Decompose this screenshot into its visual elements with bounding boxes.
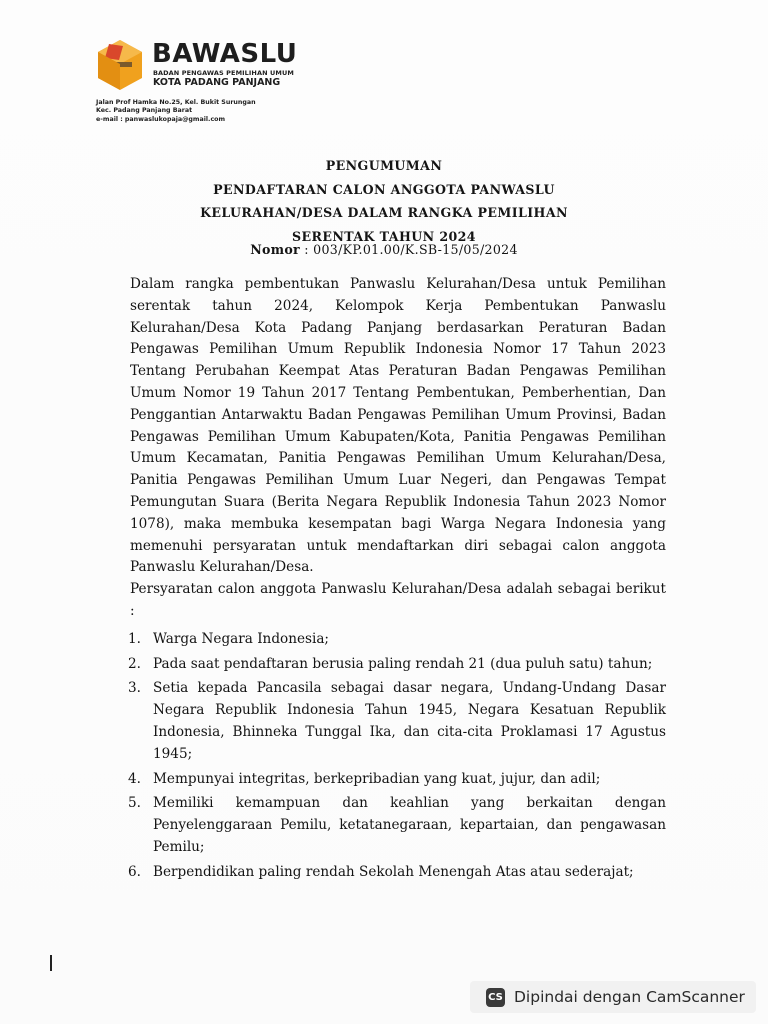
- address-line-1: Jalan Prof Hamka No.25, Kel. Bukit Surungan: [96, 99, 256, 106]
- camscanner-badge: [470, 981, 756, 1013]
- item-number: 6.: [128, 863, 141, 880]
- address-block: [96, 99, 256, 124]
- heading-line-4: SERENTAK TAHUN 2024: [292, 228, 476, 244]
- list-item: [130, 629, 666, 651]
- intro-paragraph: Dalam rangka pembentukan Panwaslu Kelurahan/Desa untuk Pemilihan serentak tahun 2024, Kelompok Kerja Pembentukan Panwaslu Kelurahan/Desa Kota Padang Panjang berdasarkan Peraturan Badan Pengawas Pemilihan Umum Republik Indonesia Nomor 17 Tahun 2023 Tentang Perubahan Keempat Atas Peraturan Badan Pengawas Pemilihan Umum Nomor 19 Tahun 2017 Tentang Pembentukan, Pemberhentian, Dan Penggantian Antarwaktu Badan Pengawas Pemilihan Umum Provinsi, Badan Pengawas Pemilihan Umum Kabupaten/Kota, Panitia Pengawas Pemilihan Umum Kecamatan, Panitia Pengawas Pemilihan Umum Kelurahan/Desa, Panitia Pengawas Pemilihan Umum Luar Negeri, dan Pengawas Tempat Pemungutan Suara (Berita Negara Republik Indonesia Tahun 2023 Nomor 1078), maka membuka kesempatan bagi Warga Negara Indonesia yang memenuhi persyaratan untuk mendaftarkan diri sebagai calon anggota Panwaslu Kelurahan/Desa.: [130, 276, 666, 576]
- number-value: : 003/KP.01.00/K.SB-15/05/2024: [304, 242, 518, 257]
- list-item: [130, 793, 666, 858]
- heading-line-1: PENGUMUMAN: [325, 158, 443, 173]
- document-number: [0, 242, 768, 257]
- scan-edge-mark: [50, 955, 52, 971]
- item-text: Pada saat pendaftaran berusia paling rendah 21 (dua puluh satu) tahun;: [153, 655, 653, 672]
- announcement-body: [130, 274, 666, 887]
- brand-name: BAWASLU: [152, 39, 298, 69]
- heading-line-3: KELURAHAN/DESA DALAM RANGKA PEMILIHAN: [200, 205, 568, 220]
- city-name: KOTA PADANG PANJANG: [153, 77, 281, 88]
- email-line: e-mail : panwaslukopaja@gmail.com: [96, 115, 226, 123]
- item-number: 2.: [128, 655, 141, 672]
- list-item: [130, 769, 666, 791]
- item-text: Setia kepada Pancasila sebagai dasar negara, Undang-Undang Dasar Negara Republik Indonesia Tahun 1945, Negara Kesatuan Republik Indonesia, Bhinneka Tunggal Ika, dan cita-cita Proklamasi 17 Agustus 1945;: [153, 680, 666, 762]
- letterhead: [92, 38, 312, 128]
- camscanner-label: Dipindai dengan CamScanner: [514, 988, 745, 1006]
- list-item: [130, 654, 666, 676]
- number-label: Nomor: [250, 242, 300, 257]
- camscanner-icon: CS: [486, 988, 505, 1007]
- item-text: Mempunyai integritas, berkepribadian yang kuat, jujur, dan adil;: [153, 770, 601, 787]
- requirements-intro: Persyaratan calon anggota Panwaslu Kelurahan/Desa adalah sebagai berikut :: [130, 581, 666, 619]
- item-number: 5.: [128, 795, 141, 812]
- announcement-heading: [0, 154, 768, 248]
- agency-name: BADAN PENGAWAS PEMILIHAN UMUM: [153, 69, 294, 77]
- bawaslu-logo: [92, 38, 148, 94]
- item-text: Berpendidikan paling rendah Sekolah Menengah Atas atau sederajat;: [153, 863, 634, 880]
- item-number: 1.: [128, 630, 141, 647]
- list-item: [130, 862, 666, 884]
- item-text: Memiliki kemampuan dan keahlian yang berkaitan dengan Penyelenggaraan Pemilu, ketatanegaraan, kepartaian, dan pengawasan Pemilu;: [153, 795, 666, 855]
- item-number: 4.: [128, 770, 141, 787]
- item-text: Warga Negara Indonesia;: [153, 630, 330, 647]
- heading-line-2: PENDAFTARAN CALON ANGGOTA PANWASLU: [213, 181, 555, 197]
- address-line-2: Kec. Padang Panjang Barat: [96, 107, 193, 115]
- list-item: [130, 678, 666, 765]
- item-number: 3.: [128, 680, 141, 697]
- requirements-list: [130, 629, 666, 884]
